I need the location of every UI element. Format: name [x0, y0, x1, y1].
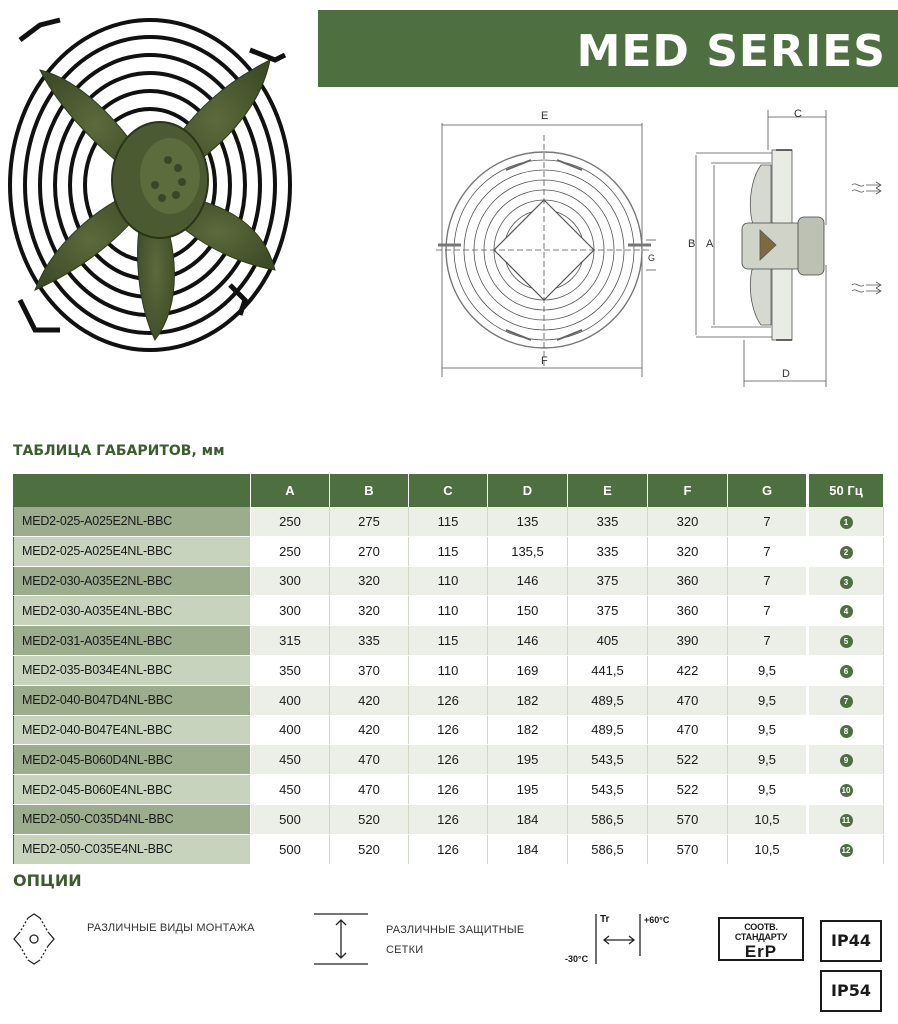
table-row	[14, 685, 884, 715]
dimension-cell: 450	[251, 775, 330, 805]
dimension-cell: 500	[251, 834, 330, 864]
erp-badge-label: ErP	[744, 942, 778, 961]
dimension-cell: 420	[330, 715, 409, 745]
dimension-cell: 110	[409, 566, 488, 596]
table-row	[14, 596, 884, 626]
model-cell: MED2-040-B047E4NL-BBC	[14, 715, 251, 745]
dimension-cell: 195	[488, 745, 568, 775]
side-view-drawing	[676, 105, 898, 387]
model-cell: MED2-030-A035E4NL-BBC	[14, 596, 251, 626]
dimension-cell: 150	[488, 596, 568, 626]
dimension-cell: 7	[728, 626, 808, 656]
index-badge: 4	[840, 605, 853, 618]
mounting-label: РАЗЛИЧНЫЕ ВИДЫ МОНТАЖА	[87, 922, 255, 934]
dimension-cell: 520	[330, 834, 409, 864]
dimension-cell: 405	[568, 626, 648, 656]
index-badge: 1	[840, 516, 853, 529]
table-row	[14, 626, 884, 656]
freq-index-cell	[808, 834, 884, 864]
index-badge: 7	[840, 695, 853, 708]
index-badge: 2	[840, 546, 853, 559]
dimension-cell: 275	[330, 507, 409, 537]
col-header-g: G	[728, 475, 808, 507]
table-row	[14, 655, 884, 685]
dimension-cell: 146	[488, 566, 568, 596]
dimension-cell: 441,5	[568, 655, 648, 685]
dimension-cell: 522	[648, 745, 728, 775]
ip44-badge: IP44	[820, 920, 882, 962]
model-cell: MED2-040-B047D4NL-BBC	[14, 685, 251, 715]
temperature-high: +60°C	[644, 915, 670, 925]
freq-index-cell	[808, 655, 884, 685]
model-cell: MED2-050-C035D4NL-BBC	[14, 804, 251, 834]
col-header-e: E	[568, 475, 648, 507]
model-cell: MED2-045-B060D4NL-BBC	[14, 745, 251, 775]
dimension-cell: 320	[330, 596, 409, 626]
model-cell: MED2-025-A025E2NL-BBC	[14, 507, 251, 537]
dimensions-table	[13, 474, 884, 865]
dimension-cell: 110	[409, 655, 488, 685]
dimension-cell: 135	[488, 507, 568, 537]
col-header-b: B	[330, 475, 409, 507]
grilles-label	[386, 920, 536, 960]
dimension-cell: 7	[728, 566, 808, 596]
dimension-cell: 7	[728, 536, 808, 566]
col-header-d: D	[488, 475, 568, 507]
model-cell: MED2-050-C035E4NL-BBC	[14, 834, 251, 864]
dimension-cell: 320	[330, 566, 409, 596]
table-row	[14, 775, 884, 805]
dimension-cell: 184	[488, 834, 568, 864]
dimension-cell: 470	[648, 685, 728, 715]
grilles-label-line1: РАЗЛИЧНЫЕ ЗАЩИТНЫЕ	[386, 924, 525, 936]
col-header-a: A	[251, 475, 330, 507]
dimension-cell: 315	[251, 626, 330, 656]
dimension-cell: 250	[251, 507, 330, 537]
label-D: D	[782, 368, 790, 380]
dimension-cell: 146	[488, 626, 568, 656]
dimension-cell: 586,5	[568, 834, 648, 864]
dimension-cell: 335	[330, 626, 409, 656]
model-cell: MED2-030-A035E2NL-BBC	[14, 566, 251, 596]
label-E: E	[541, 110, 549, 122]
col-header-model	[14, 475, 251, 507]
label-A: A	[706, 238, 714, 250]
dimension-cell: 10,5	[728, 804, 808, 834]
dimension-cell: 135,5	[488, 536, 568, 566]
dimension-cell: 115	[409, 626, 488, 656]
model-cell: MED2-031-A035E4NL-BBC	[14, 626, 251, 656]
freq-index-cell	[808, 536, 884, 566]
dimension-cell: 169	[488, 655, 568, 685]
dimension-cell: 375	[568, 566, 648, 596]
dimension-cell: 543,5	[568, 745, 648, 775]
dimension-cell: 115	[409, 536, 488, 566]
dimension-cell: 586,5	[568, 804, 648, 834]
dimension-cell: 115	[409, 507, 488, 537]
model-cell: MED2-045-B060E4NL-BBC	[14, 775, 251, 805]
table-row	[14, 507, 884, 537]
fan-product-photo	[0, 0, 300, 360]
dimension-cell: 300	[251, 596, 330, 626]
dimension-cell: 184	[488, 804, 568, 834]
guard-grilles-icon	[312, 910, 370, 968]
dimension-cell: 400	[251, 715, 330, 745]
dimension-cell: 470	[330, 775, 409, 805]
dimension-cell: 270	[330, 536, 409, 566]
dimension-cell: 335	[568, 536, 648, 566]
index-badge: 9	[840, 754, 853, 767]
dimension-cell: 10,5	[728, 834, 808, 864]
index-badge: 12	[840, 844, 853, 857]
table-row	[14, 804, 884, 834]
dimension-cell: 195	[488, 775, 568, 805]
dimension-cell: 320	[648, 507, 728, 537]
temperature-low: -30°C	[565, 954, 589, 964]
dimension-cell: 110	[409, 596, 488, 626]
dimension-cell: 9,5	[728, 745, 808, 775]
dimension-cell: 126	[409, 685, 488, 715]
dimension-cell: 300	[251, 566, 330, 596]
erp-compliance-badge	[718, 917, 804, 961]
dimension-cell: 489,5	[568, 685, 648, 715]
dimension-cell: 350	[251, 655, 330, 685]
table-row	[14, 834, 884, 864]
dimension-cell: 390	[648, 626, 728, 656]
index-badge: 8	[840, 725, 853, 738]
label-G: G	[648, 253, 656, 263]
dimension-cell: 370	[330, 655, 409, 685]
table-row	[14, 566, 884, 596]
dimension-cell: 9,5	[728, 715, 808, 745]
dimensions-table-title: ТАБЛИЦА ГАБАРИТОВ, мм	[13, 443, 225, 459]
index-badge: 3	[840, 576, 853, 589]
freq-index-cell	[808, 804, 884, 834]
col-header-f: F	[648, 475, 728, 507]
erp-badge-caption: СООТВ. СТАНДАРТУ	[734, 922, 788, 942]
dimension-cell: 400	[251, 685, 330, 715]
index-badge: 5	[840, 635, 853, 648]
ip54-badge: IP54	[820, 970, 882, 1012]
table-body	[14, 507, 884, 865]
freq-index-cell	[808, 745, 884, 775]
dimension-cell: 543,5	[568, 775, 648, 805]
dimension-cell: 375	[568, 596, 648, 626]
options-title: ОПЦИИ	[13, 871, 82, 890]
index-badge: 6	[840, 665, 853, 678]
freq-index-cell	[808, 626, 884, 656]
dimension-cell: 7	[728, 507, 808, 537]
col-header-50hz: 50 Гц	[808, 475, 884, 507]
series-banner	[318, 10, 898, 87]
dimension-cell: 126	[409, 775, 488, 805]
dimension-cell: 126	[409, 745, 488, 775]
model-cell: MED2-025-A025E4NL-BBC	[14, 536, 251, 566]
table-header-row	[14, 475, 884, 507]
label-B: B	[688, 238, 696, 250]
dimension-cell: 9,5	[728, 685, 808, 715]
front-view-drawing	[436, 105, 656, 377]
col-header-c: C	[409, 475, 488, 507]
dimension-cell: 489,5	[568, 715, 648, 745]
dimension-cell: 520	[330, 804, 409, 834]
freq-index-cell	[808, 775, 884, 805]
index-badge: 10	[840, 784, 853, 797]
table-row	[14, 715, 884, 745]
dimension-cell: 470	[648, 715, 728, 745]
mounting-icon	[10, 912, 58, 966]
dimension-cell: 250	[251, 536, 330, 566]
dimension-cell: 470	[330, 745, 409, 775]
model-cell: MED2-035-B034E4NL-BBC	[14, 655, 251, 685]
dimension-cell: 320	[648, 536, 728, 566]
dimension-cell: 500	[251, 804, 330, 834]
dimension-cell: 420	[330, 685, 409, 715]
dimension-cell: 335	[568, 507, 648, 537]
dimension-cell: 570	[648, 834, 728, 864]
dimension-cell: 126	[409, 715, 488, 745]
dimension-cell: 450	[251, 745, 330, 775]
table-row	[14, 745, 884, 775]
dimension-cell: 182	[488, 685, 568, 715]
dimension-cell: 570	[648, 804, 728, 834]
label-F: F	[541, 355, 548, 367]
temperature-symbol: Tr	[600, 914, 610, 925]
dimension-cell: 7	[728, 596, 808, 626]
dimension-cell: 126	[409, 804, 488, 834]
dimension-cell: 9,5	[728, 775, 808, 805]
freq-index-cell	[808, 507, 884, 537]
freq-index-cell	[808, 566, 884, 596]
freq-index-cell	[808, 715, 884, 745]
label-C: C	[794, 108, 802, 120]
dimension-cell: 422	[648, 655, 728, 685]
dimension-cell: 522	[648, 775, 728, 805]
dimension-cell: 9,5	[728, 655, 808, 685]
dimension-cell: 182	[488, 715, 568, 745]
series-title: MED SERIES	[576, 26, 886, 77]
index-badge: 11	[840, 814, 853, 827]
freq-index-cell	[808, 596, 884, 626]
grilles-label-line2: СЕТКИ	[386, 944, 424, 956]
freq-index-cell	[808, 685, 884, 715]
dimension-cell: 360	[648, 596, 728, 626]
table-row	[14, 536, 884, 566]
dimension-cell: 126	[409, 834, 488, 864]
dimension-cell: 360	[648, 566, 728, 596]
